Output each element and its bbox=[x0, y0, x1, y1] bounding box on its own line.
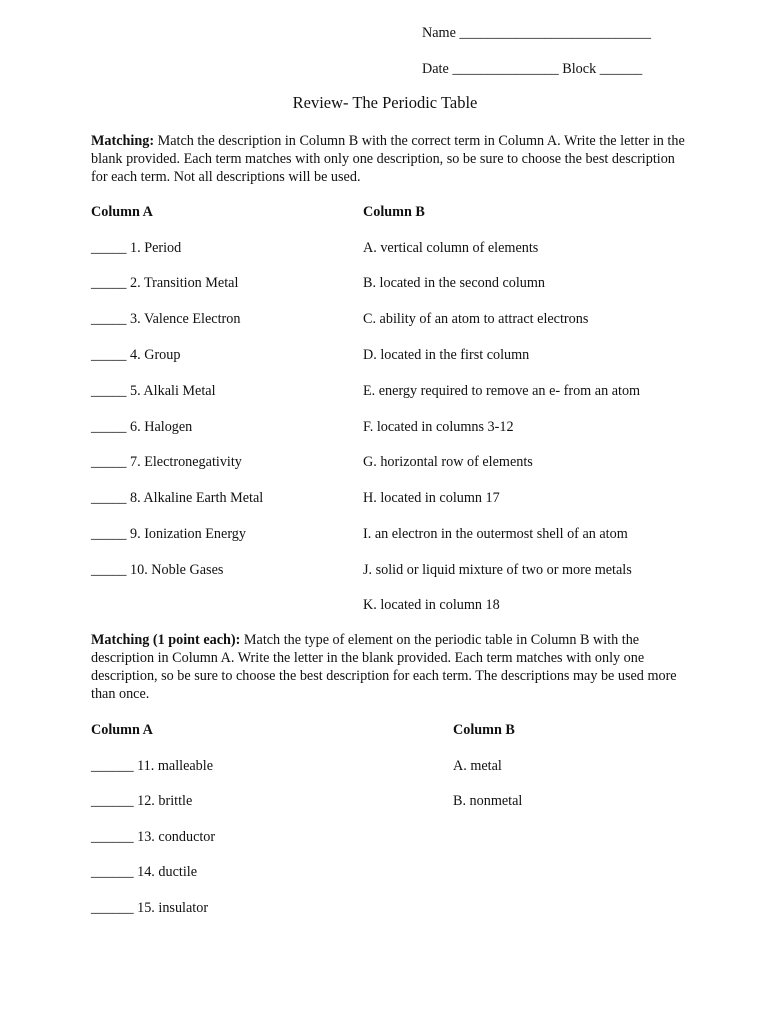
section2-column-a-header: Column A bbox=[91, 722, 153, 738]
date-block-line[interactable]: Date _______________ Block ______ bbox=[422, 61, 643, 77]
term-item[interactable]: _____ 10. Noble Gases bbox=[91, 562, 224, 578]
section1-instructions bbox=[91, 132, 691, 186]
description-item: J. solid or liquid mixture of two or more metals bbox=[363, 562, 632, 578]
description-item: K. located in column 18 bbox=[363, 597, 500, 613]
term-item[interactable]: ______ 13. conductor bbox=[91, 829, 216, 845]
description-item: D. located in the first column bbox=[363, 347, 530, 363]
section1-column-a-header: Column A bbox=[91, 204, 153, 220]
term-item[interactable]: _____ 6. Halogen bbox=[91, 419, 193, 435]
term-item[interactable]: ______ 15. insulator bbox=[91, 900, 209, 916]
term-item[interactable]: _____ 4. Group bbox=[91, 347, 181, 363]
page-title: Review- The Periodic Table bbox=[292, 93, 478, 112]
section2-instructions-text: Match the type of element on the periodic table in Column B with the description in Column A. Write the letter in the blank provided. Each term matches with only one description, so be sure to choose the best description for each term. The descriptions may be used more than once. bbox=[91, 632, 677, 702]
description-item: A. vertical column of elements bbox=[363, 240, 539, 256]
section2-column-b-header: Column B bbox=[453, 722, 515, 738]
term-item[interactable]: ______ 14. ductile bbox=[91, 864, 197, 880]
term-item[interactable]: _____ 7. Electronegativity bbox=[91, 454, 242, 470]
section1-instructions-label: Matching: bbox=[91, 133, 155, 149]
term-item[interactable]: _____ 3. Valence Electron bbox=[91, 311, 241, 327]
term-item[interactable]: _____ 1. Period bbox=[91, 240, 182, 256]
name-line[interactable]: Name ___________________________ bbox=[422, 25, 651, 41]
section1-column-b-header: Column B bbox=[363, 204, 425, 220]
description-item: H. located in column 17 bbox=[363, 490, 500, 506]
description-item: C. ability of an atom to attract electrons bbox=[363, 311, 589, 327]
section2-instructions-label: Matching (1 point each): bbox=[91, 632, 241, 648]
term-item[interactable]: ______ 11. malleable bbox=[91, 758, 214, 774]
description-item: B. located in the second column bbox=[363, 275, 546, 291]
description-item: F. located in columns 3-12 bbox=[363, 419, 514, 435]
description-item: I. an electron in the outermost shell of an atom bbox=[363, 526, 628, 542]
term-item[interactable]: _____ 2. Transition Metal bbox=[91, 275, 239, 291]
section2-instructions bbox=[91, 631, 691, 703]
option-item: B. nonmetal bbox=[453, 793, 523, 809]
option-item: A. metal bbox=[453, 758, 502, 774]
section1-instructions-text: Match the description in Column B with the correct term in Column A. Write the letter in the blank provided. Each term matches with only one description, so be sure to choose the best description for each term. Not all descriptions will be used. bbox=[91, 133, 685, 185]
term-item[interactable]: _____ 9. Ionization Energy bbox=[91, 526, 246, 542]
description-item: E. energy required to remove an e- from an atom bbox=[363, 383, 641, 399]
term-item[interactable]: _____ 5. Alkali Metal bbox=[91, 383, 216, 399]
term-item[interactable]: ______ 12. brittle bbox=[91, 793, 193, 809]
term-item[interactable]: _____ 8. Alkaline Earth Metal bbox=[91, 490, 264, 506]
description-item: G. horizontal row of elements bbox=[363, 454, 533, 470]
